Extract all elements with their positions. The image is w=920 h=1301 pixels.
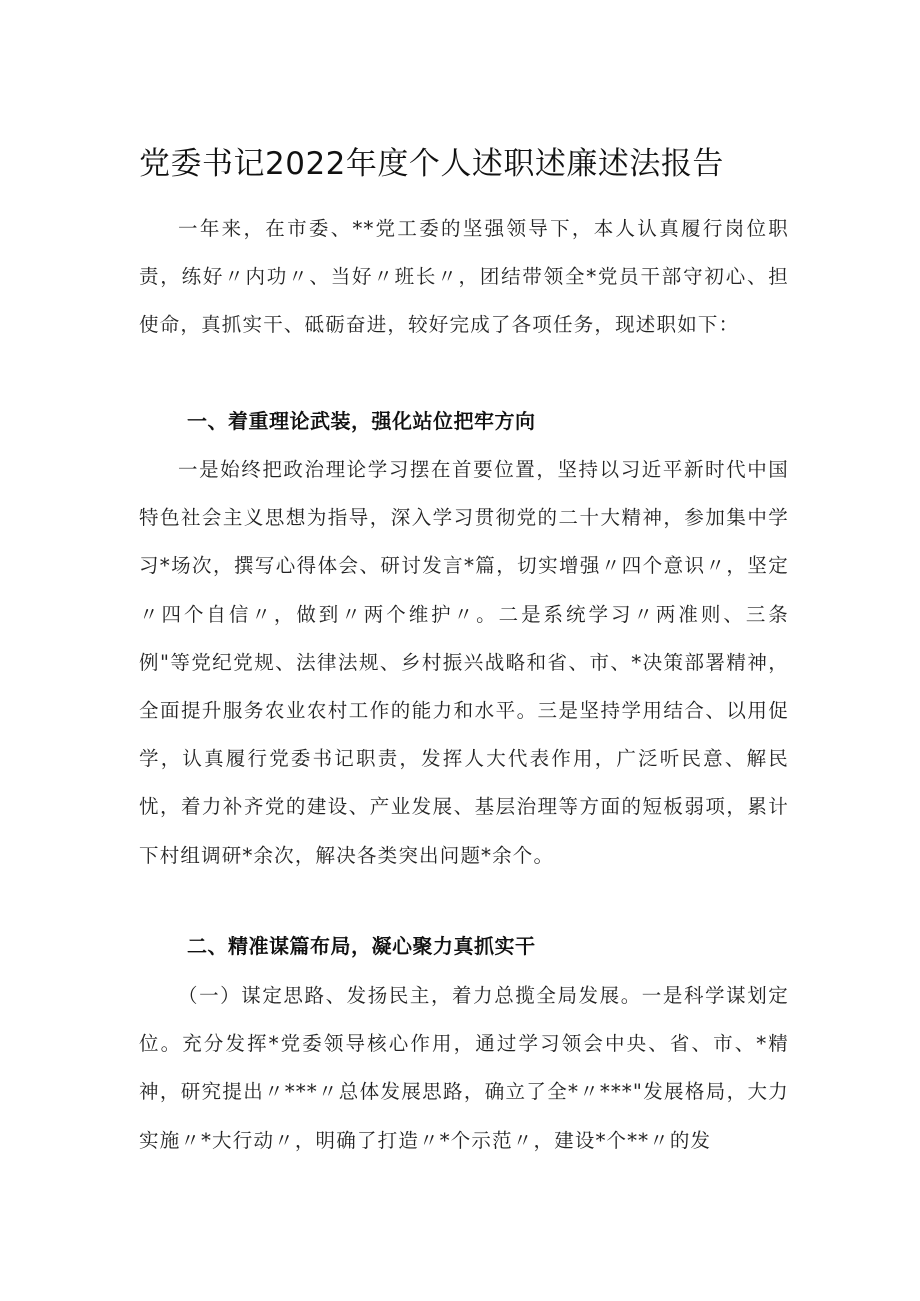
section-2-heading: 二、精准谋篇布局，凝心聚力真抓实干 bbox=[187, 934, 536, 958]
section-1-heading: 一、着重理论武装，强化站位把牢方向 bbox=[187, 409, 536, 433]
section-1-paragraph: 一是始终把政治理论学习摆在首要位置，坚持以习近平新时代中国特色社会主义思想为指导，深入学习贯彻党的二十大精神，参加集中学习*场次，撰写心得体会、研讨发言*篇，切实增强〃四个意识〃，坚定〃四个自信〃，做到〃两个维护〃。二是系统学习〃两准则、三条例"等党纪党规、法律法规、乡村振兴战略和省、市、*决策部署精神，全面提升服务农业农村工作的能力和水平。三是坚持学用结合、以用促学，认真履行党委书记职责，发挥人大代表作用，广泛听民意、解民忧，着力补齐党的建设、产业发展、基层治理等方面的短板弱项，累计下村组调研*余次，解决各类突出问题*余个。 bbox=[139, 458, 789, 867]
section-2-paragraph: （一）谋定思路、发扬民主，着力总揽全局发展。一是科学谋划定位。充分发挥*党委领导核心作用，通过学习领会中央、省、市、*精神，研究提出〃***〃总体发展思路，确立了全*〃***"发展格局，大力实施〃*大行动〃，明确了打造〃*个示范〃，建设*个**〃的发 bbox=[139, 984, 789, 1152]
document-title: 党委书记2022年度个人述职述廉述法报告 bbox=[139, 146, 724, 182]
intro-paragraph: 一年来，在市委、**党工委的坚强领导下，本人认真履行岗位职责，练好〃内功〃、当好〃班长〃，团结带领全*党员干部守初心、担使命，真抓实干、砥砺奋进，较好完成了各项任务，现述职如下： bbox=[139, 217, 789, 337]
